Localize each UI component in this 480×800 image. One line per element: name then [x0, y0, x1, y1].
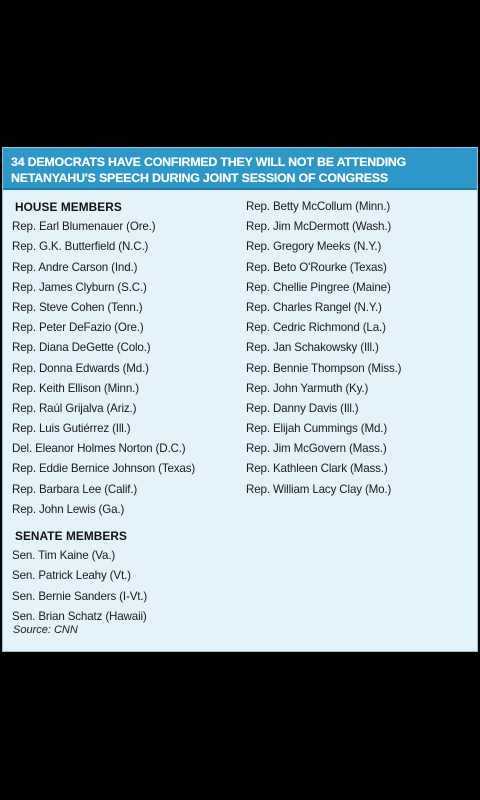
house-member: Rep. Cedric Richmond (La.)	[246, 321, 386, 335]
header-line-1: 34 DEMOCRATS HAVE CONFIRMED THEY WILL NOT BE ATTENDING	[11, 155, 407, 169]
senate-member: Sen. Brian Schatz (Hawaii)	[12, 609, 147, 623]
house-member: Rep. Jan Schakowsky (Ill.)	[246, 341, 379, 355]
house-member: Rep. Elijah Cummings (Md.)	[246, 422, 388, 436]
left-column	[12, 197, 195, 636]
house-member: Rep. Barbara Lee (Calif.)	[12, 482, 138, 496]
house-member: Rep. Eddie Bernice Johnson (Texas)	[12, 462, 196, 476]
house-member: Rep. G.K. Butterfield (N.C.)	[12, 240, 149, 254]
house-member: Rep. Jim McGovern (Mass.)	[246, 442, 387, 456]
house-member: Rep. Bennie Thompson (Miss.)	[246, 361, 402, 375]
infographic-header	[3, 148, 477, 190]
house-member: Rep. Steve Cohen (Tenn.)	[12, 300, 143, 314]
infographic-card	[2, 147, 478, 652]
header-line-2: NETANYAHU'S SPEECH DURING JOINT SESSION OF CONGRESS	[11, 171, 388, 185]
house-member: Rep. Diana DeGette (Colo.)	[12, 341, 151, 355]
house-member: Rep. Chellie Pingree (Maine)	[246, 280, 391, 294]
house-member: Rep. Keith Ellison (Minn.)	[12, 381, 139, 395]
house-member: Rep. Andre Carson (Ind.)	[12, 260, 138, 274]
house-member: Rep. William Lacy Clay (Mo.)	[246, 482, 392, 496]
house-member: Rep. James Clyburn (S.C.)	[12, 280, 147, 294]
source-credit: Source: CNN	[13, 623, 78, 636]
right-column	[246, 197, 401, 500]
senate-member: Sen. Tim Kaine (Va.)	[12, 549, 116, 563]
house-member: Rep. Peter DeFazio (Ore.)	[12, 321, 144, 335]
house-member: Rep. Danny Davis (Ill.)	[246, 401, 359, 415]
house-member: Rep. John Yarmuth (Ky.)	[246, 381, 369, 395]
house-member: Rep. Charles Rangel (N.Y.)	[246, 300, 382, 314]
senate-member: Sen. Patrick Leahy (Vt.)	[12, 569, 131, 583]
house-member: Rep. Kathleen Clark (Mass.)	[246, 462, 388, 476]
house-member: Rep. Raúl Grijalva (Ariz.)	[12, 401, 137, 415]
house-member: Rep. John Lewis (Ga.)	[12, 502, 125, 516]
house-member: Rep. Gregory Meeks (N.Y.)	[246, 240, 382, 254]
house-member: Del. Eleanor Holmes Norton (D.C.)	[12, 442, 186, 456]
house-member: Rep. Beto O'Rourke (Texas)	[246, 260, 387, 274]
senate-member: Sen. Bernie Sanders (I-Vt.)	[12, 589, 148, 603]
house-member: Rep. Earl Blumenauer (Ore.)	[12, 220, 156, 234]
house-members-heading: HOUSE MEMBERS	[15, 200, 122, 214]
senate-members-heading: SENATE MEMBERS	[15, 529, 127, 543]
house-member: Rep. Jim McDermott (Wash.)	[246, 220, 392, 234]
house-member: Rep. Donna Edwards (Md.)	[12, 361, 149, 375]
house-member: Rep. Luis Gutiérrez (Ill.)	[12, 422, 131, 436]
house-member: Rep. Betty McCollum (Minn.)	[246, 200, 391, 213]
